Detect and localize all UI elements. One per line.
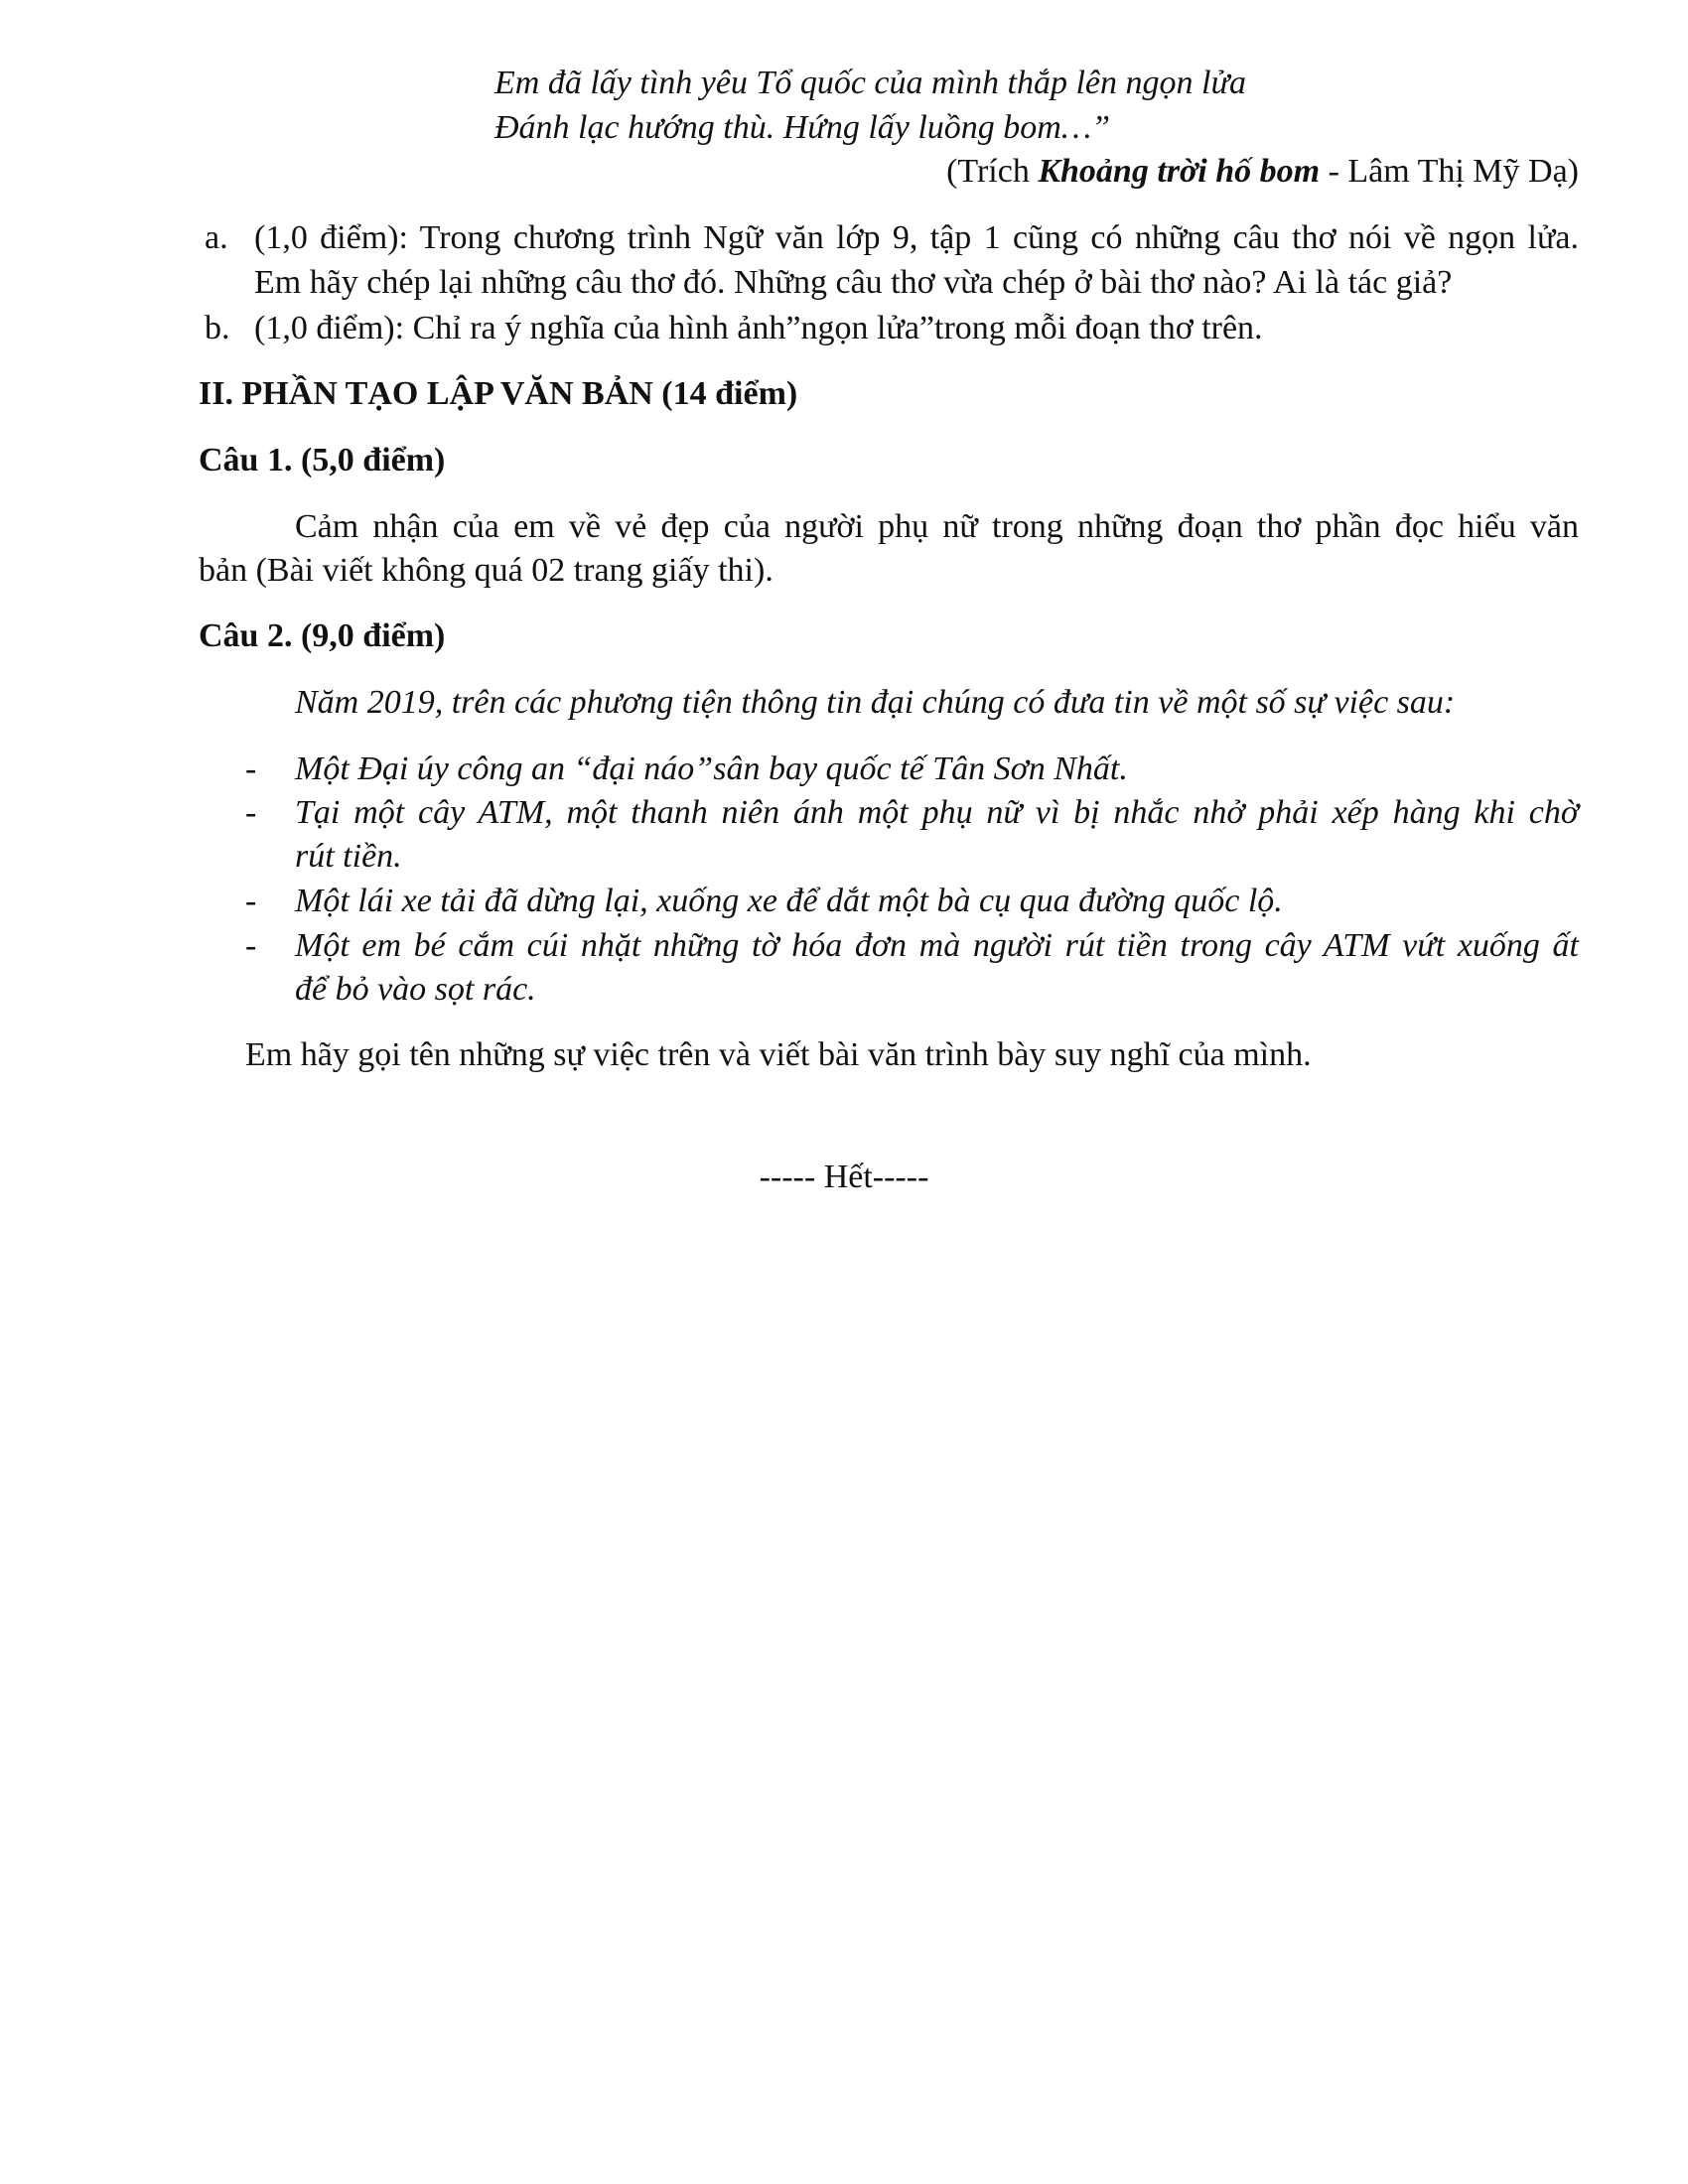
poem-citation	[946, 150, 1579, 194]
cau-1-line-1: Cảm nhận của em về vẻ đẹp của người phụ nữ trong những đoạn thơ phần đọc hiểu văn	[295, 508, 1579, 545]
question-b-marker: b.	[205, 310, 230, 346]
question-a-line-1: (1,0 điểm): Trong chương trình Ngữ văn lớp 9, tập 1 cũng có những câu thơ nói về ngọn lửa.	[254, 219, 1579, 256]
item-dash: -	[245, 794, 257, 831]
cau-2-heading: Câu 2. (9,0 điểm)	[199, 617, 446, 654]
list-item-4-line-2: để bỏ vào sọt rác.	[295, 971, 536, 1008]
item-dash: -	[245, 751, 257, 787]
item-dash: -	[245, 883, 257, 919]
cau-1-line-2: bản (Bài viết không quá 02 trang giấy thi).	[199, 552, 774, 589]
item-dash: -	[245, 927, 257, 964]
question-a-marker: a.	[205, 219, 228, 256]
list-item-2-line-1: Tại một cây ATM, một thanh niên ánh một phụ nữ vì bị nhắc nhở phải xếp hàng khi chờ	[295, 794, 1579, 831]
question-b-line-1: (1,0 điểm): Chỉ ra ý nghĩa của hình ảnh”ngọn lửa”trong mỗi đoạn thơ trên.	[254, 310, 1263, 346]
citation-title: Khoảng trời hố bom	[1038, 153, 1321, 190]
citation-suffix: - Lâm Thị Mỹ Dạ)	[1320, 153, 1579, 190]
list-item-3-line-1: Một lái xe tải đã dừng lại, xuống xe để dắt một bà cụ qua đường quốc lộ.	[295, 883, 1283, 919]
cau-2-closing: Em hãy gọi tên những sự việc trên và viết bài văn trình bày suy nghĩ của mình.	[245, 1036, 1312, 1073]
cau-2-intro: Năm 2019, trên các phương tiện thông tin đại chúng có đưa tin về một số sự việc sau:	[295, 684, 1456, 721]
section-heading: II. PHẦN TẠO LẬP VĂN BẢN (14 điểm)	[199, 375, 798, 412]
poem-line-2: Đánh lạc hướng thù. Hứng lấy luồng bom…”	[494, 109, 1111, 146]
question-a-line-2: Em hãy chép lại những câu thơ đó. Những câu thơ vừa chép ở bài thơ nào? Ai là tác giả?	[254, 264, 1453, 301]
end-mark: ----- Hết-----	[759, 1159, 929, 1195]
list-item-4-line-1: Một em bé cắm cúi nhặt những tờ hóa đơn mà người rút tiền trong cây ATM vứt xuống ất	[295, 927, 1579, 964]
list-item-1-line-1: Một Đại úy công an “đại náo”sân bay quốc tế Tân Sơn Nhất.	[295, 751, 1128, 787]
cau-1-heading: Câu 1. (5,0 điểm)	[199, 442, 446, 478]
citation-prefix: (Trích	[946, 153, 1039, 190]
poem-line-1: Em đã lấy tình yêu Tổ quốc của mình thắp lên ngọn lửa	[494, 65, 1246, 101]
list-item-2-line-2: rút tiền.	[295, 838, 402, 875]
